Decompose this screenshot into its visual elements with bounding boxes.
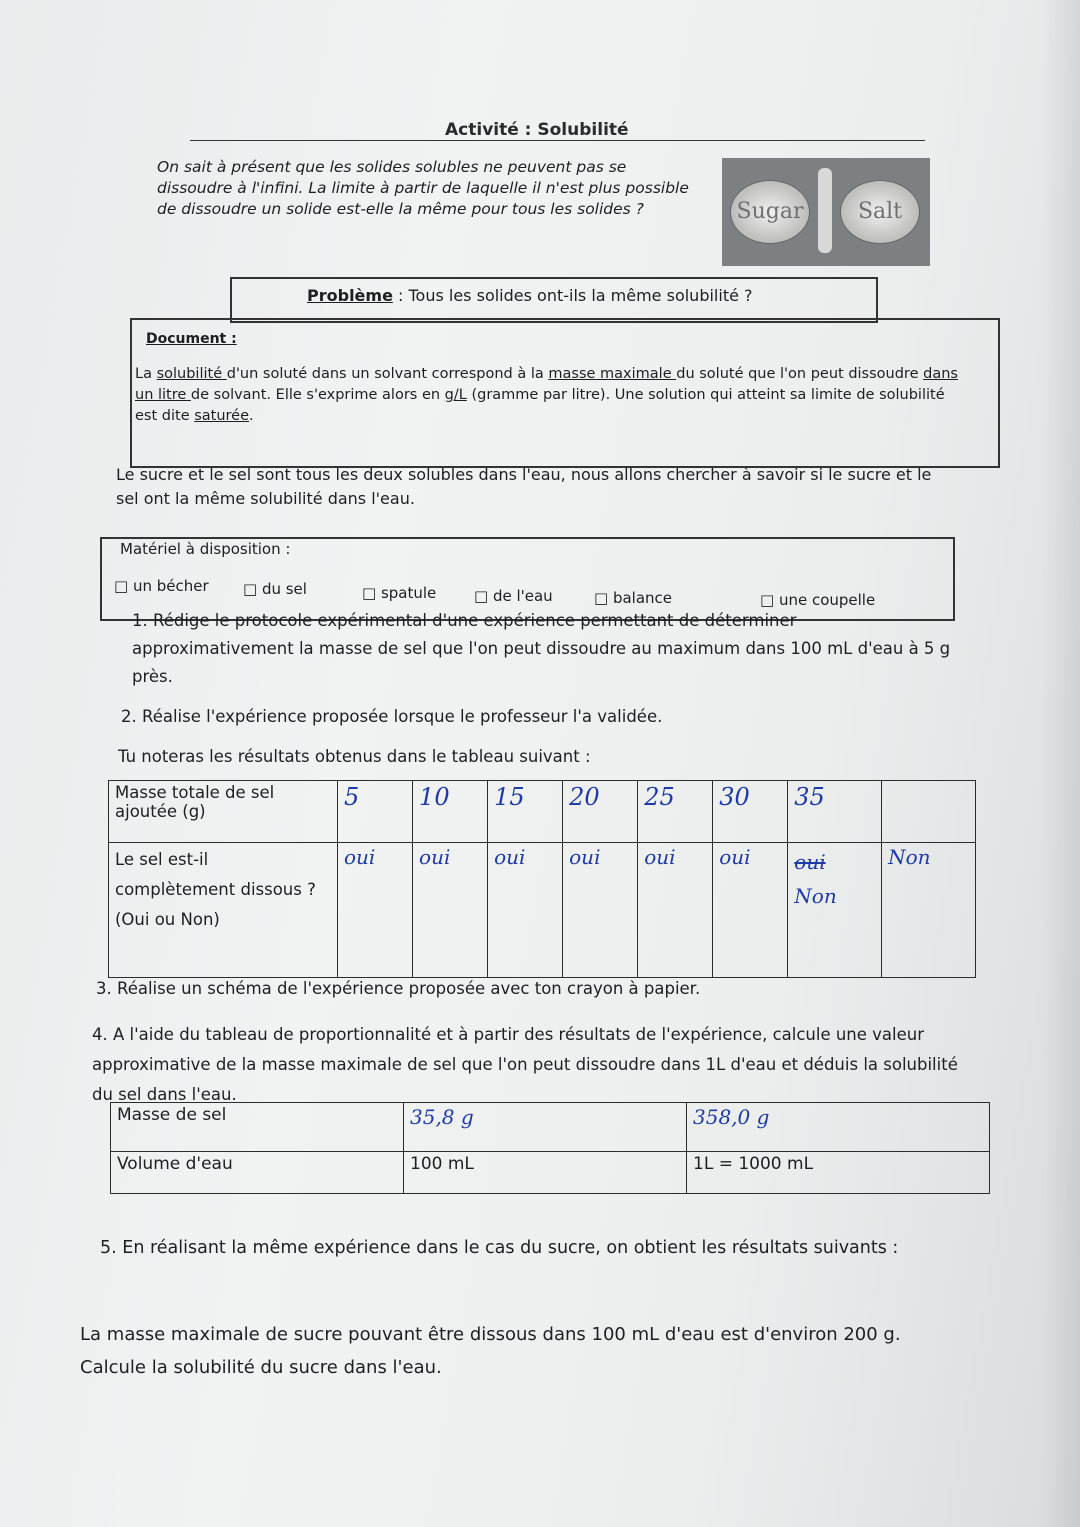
- table-intro: Tu noteras les résultats obtenus dans le tableau suivant :: [118, 747, 591, 766]
- masse-cell: 25: [638, 781, 713, 843]
- question-5: 5. En réalisant la même expérience dans le cas du sucre, on obtient les résultats suivants :: [100, 1238, 899, 1258]
- sugar-salt-photo: [722, 158, 930, 266]
- question-4: 4. A l'aide du tableau de proportionnalité et à partir des résultats de l'expérience, calcule une valeur approximative de la masse maximale de sel que l'on peut dissoudre dans 1L d'eau et déduis la solubilité du sel dans l'eau.: [92, 1025, 958, 1104]
- struck-answer: oui: [794, 850, 826, 874]
- answer-cell: oui: [563, 843, 638, 978]
- masse-cell: [882, 781, 976, 843]
- masse-cell: 35: [788, 781, 882, 843]
- materiel-sel: □ du sel: [243, 580, 307, 598]
- salt-label: Salt: [857, 199, 903, 224]
- masse-cell: 30: [713, 781, 788, 843]
- results-table: [108, 780, 976, 978]
- page-title: Activité : Solubilité: [445, 120, 629, 140]
- doc-text-3: du soluté que l'on peut dissoudre: [676, 366, 924, 382]
- materiel-coupelle: □ une coupelle: [760, 591, 876, 609]
- answer-cell: Non: [882, 843, 976, 978]
- doc-text-1: La: [135, 366, 157, 382]
- question-1: 1. Rédige le protocole expérimental d'une expérience permettant de déterminer approximativement la masse de sel que l'on peut dissoudre au maximum dans 100 mL d'eau à 5 g près.: [132, 611, 951, 686]
- masse-cell: 5: [338, 781, 413, 843]
- masse-cell: 15: [488, 781, 563, 843]
- final-statement: La masse maximale de sucre pouvant être dissous dans 100 mL d'eau est d'environ 200 g. Calcule la solubilité du sucre dans l'eau.: [80, 1324, 901, 1378]
- masse-cell: 10: [413, 781, 488, 843]
- page-edge-shadow: [1040, 0, 1080, 1527]
- doc-text-2: d'un soluté dans un solvant correspond à la: [226, 366, 549, 382]
- prop-label-volume: Volume d'eau: [111, 1151, 404, 1193]
- row-label-masse: Masse totale de sel ajoutée (g): [109, 781, 338, 843]
- doc-term-unit: g/L: [444, 387, 467, 403]
- salt-bowl: [840, 180, 920, 244]
- answer-cell: oui: [638, 843, 713, 978]
- sugar-bowl: [730, 180, 810, 244]
- doc-term-solubilite: solubilité: [156, 366, 227, 382]
- prop-masse-100: 35,8 g: [404, 1103, 687, 1152]
- table-row: [111, 1151, 990, 1193]
- row-label-dissous: Le sel est-il complètement dissous ? (Oui ou Non): [109, 843, 338, 978]
- materiel-balance: □ balance: [594, 589, 672, 607]
- problem-statement: [307, 286, 753, 305]
- context-paragraph: Le sucre et le sel sont tous les deux solubles dans l'eau, nous allons chercher à savoir si le sucre et le sel ont la même solubilité dans l'eau.: [116, 465, 932, 508]
- doc-text-6: .: [249, 408, 254, 424]
- prop-volume-100: 100 mL: [404, 1151, 687, 1193]
- doc-term-masse-max: masse maximale: [548, 366, 677, 382]
- prop-label-masse: Masse de sel: [111, 1103, 404, 1152]
- photo-divider: [818, 168, 832, 253]
- answer-cell: oui: [488, 843, 563, 978]
- materiel-becher: □ un bécher: [114, 577, 209, 595]
- answer-cell-corrected: [788, 843, 882, 978]
- table-row: [109, 781, 976, 843]
- corrected-answer: Non: [794, 884, 837, 908]
- intro-paragraph: On sait à présent que les solides solubles ne peuvent pas se dissoudre à l'infini. La limite à partir de laquelle il n'est plus possible de dissoudre un solide est-elle la même pour tous les solides ?: [157, 158, 689, 218]
- table-row: [111, 1103, 990, 1152]
- doc-text-4: de solvant. Elle s'exprime alors en: [190, 387, 445, 403]
- proportionality-table: [110, 1102, 990, 1194]
- problem-label: Problème: [307, 286, 393, 305]
- question-3: 3. Réalise un schéma de l'expérience proposée avec ton crayon à papier.: [96, 979, 701, 998]
- answer-cell: oui: [338, 843, 413, 978]
- materiel-spatule: □ spatule: [362, 584, 437, 602]
- answer-cell: oui: [413, 843, 488, 978]
- doc-term-litre: dans un litre: [135, 366, 958, 403]
- table-row: [109, 843, 976, 978]
- doc-text-5: (gramme par litre). Une solution qui atteint sa limite de solubilité est dite: [135, 387, 945, 424]
- materiel-eau: □ de l'eau: [474, 587, 553, 605]
- document-text: [135, 364, 965, 427]
- doc-term-saturee: saturée: [194, 408, 250, 424]
- prop-masse-1l: 358,0 g: [687, 1103, 990, 1152]
- masse-cell: 20: [563, 781, 638, 843]
- prop-volume-1l: 1L = 1000 mL: [687, 1151, 990, 1193]
- sugar-label: Sugar: [736, 199, 804, 224]
- question-2: 2. Réalise l'expérience proposée lorsque le professeur l'a validée.: [121, 707, 663, 726]
- materiel-title: Matériel à disposition :: [120, 540, 291, 558]
- title-rule: [190, 140, 925, 141]
- document-label: Document :: [146, 331, 237, 347]
- problem-question: : Tous les solides ont-ils la même solubilité ?: [392, 286, 753, 305]
- answer-cell: oui: [713, 843, 788, 978]
